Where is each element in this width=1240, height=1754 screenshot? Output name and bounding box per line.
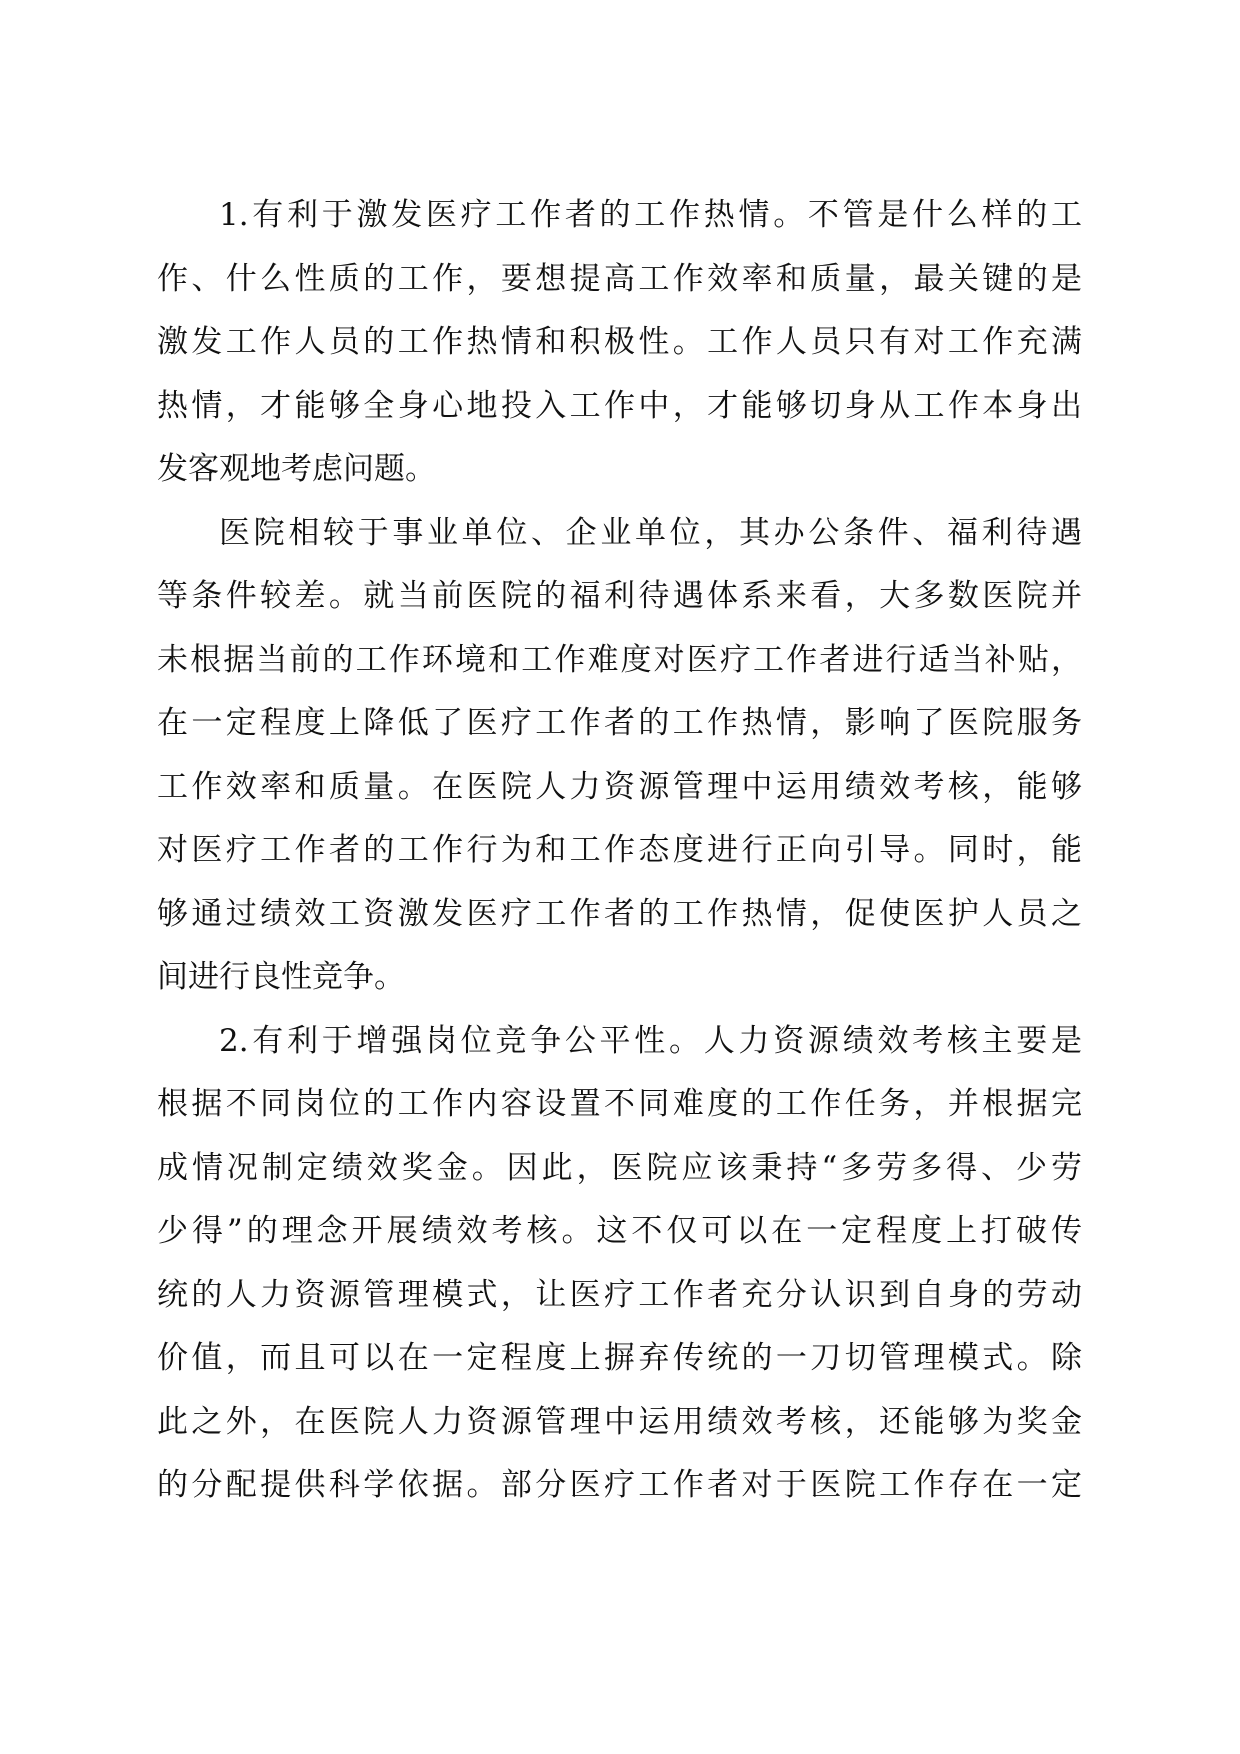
text-line: 工作效率和质量。在医院人力资源管理中运用绩效考核，能够 <box>157 768 1082 805</box>
text-line: 少得”的理念开展绩效考核。这不仅可以在一定程度上打破传 <box>157 1213 1082 1249</box>
text-line: 1.有利于激发医疗工作者的工作热情。不管是什么样的工 <box>219 197 1082 233</box>
text-line: 成情况制定绩效奖金。因此，医院应该秉持“多劳多得、少劳 <box>157 1149 1082 1186</box>
text-line: 在一定程度上降低了医疗工作者的工作热情，影响了医院服务 <box>157 705 1082 741</box>
text-line: 对医疗工作者的工作行为和工作态度进行正向引导。同时，能 <box>157 832 1082 868</box>
text-line: 统的人力资源管理模式，让医疗工作者充分认识到自身的劳动 <box>157 1276 1082 1313</box>
body-text <box>157 184 1082 1518</box>
text-line: 够通过绩效工资激发医疗工作者的工作热情，促使医护人员之 <box>157 895 1082 932</box>
text-line: 根据不同岗位的工作内容设置不同难度的工作任务，并根据完 <box>157 1086 1082 1122</box>
text-line: 此之外，在医院人力资源管理中运用绩效考核，还能够为奖金 <box>157 1403 1082 1440</box>
text-line: 的分配提供科学依据。部分医疗工作者对于医院工作存在一定 <box>157 1467 1082 1503</box>
text-line: 未根据当前的工作环境和工作难度对医疗工作者进行适当补贴， <box>157 641 1082 678</box>
text-line: 价值，而且可以在一定程度上摒弃传统的一刀切管理模式。除 <box>157 1340 1082 1376</box>
text-line: 间进行良性竞争。 <box>157 959 405 995</box>
text-line: 2.有利于增强岗位竞争公平性。人力资源绩效考核主要是 <box>219 1022 1082 1059</box>
text-line: 发客观地考虑问题。 <box>157 451 436 487</box>
text-line: 激发工作人员的工作热情和积极性。工作人员只有对工作充满 <box>157 324 1082 360</box>
text-line: 作、什么性质的工作，要想提高工作效率和质量，最关键的是 <box>157 260 1082 297</box>
text-line: 医院相较于事业单位、企业单位，其办公条件、福利待遇 <box>219 514 1082 551</box>
text-line: 等条件较差。就当前医院的福利待遇体系来看，大多数医院并 <box>157 578 1082 614</box>
text-line: 热情，才能够全身心地投入工作中，才能够切身从工作本身出 <box>157 387 1082 424</box>
